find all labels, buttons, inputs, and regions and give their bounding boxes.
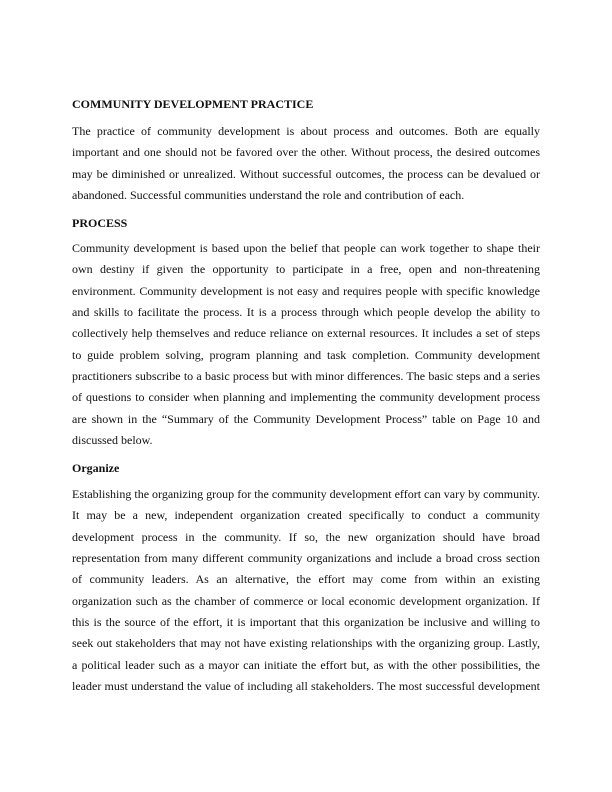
section-heading-process: PROCESS xyxy=(72,216,128,231)
document-title: COMMUNITY DEVELOPMENT PRACTICE xyxy=(72,97,314,111)
section-heading-organize: Organize xyxy=(72,461,120,476)
intro-paragraph: The practice of community development is about process and outcomes. Both are equally important and one should not be favored over the other. Without process, the desired outcomes may be diminished or unrealized. Without successful outcomes, the process can be devalued or abandoned. Successful communities understand the role and contribution of each. xyxy=(72,124,540,202)
organize-paragraph: Establishing the organizing group for the community development effort can vary by community. It may be a new, independent organization created specifically to conduct a community development process in the community. If so, the new organization should have broad representation from many different community organizations and include a broad cross section of community leaders. As an alternative, the effort may come from within an existing organization such as the chamber of commerce or local economic development organization. If this is the source of the effort, it is important that this organization be inclusive and willing to seek out stakeholders that may not have existing relationships with the organizing group. Lastly, a political leader such as a mayor can initiate the effort but, as with the other possibilities, the leader must understand the value of including all stakeholders. The most successful development xyxy=(72,487,540,693)
document-page xyxy=(72,96,540,706)
process-paragraph: Community development is based upon the belief that people can work together to shape their own destiny if given the opportunity to participate in a free, open and non-threatening environment. Community development is not easy and requires people with specific knowledge and skills to facilitate the process. It is a process through which people develop the ability to collectively help themselves and reduce reliance on external resources. It includes a set of steps to guide problem solving, program planning and task completion. Community development practitioners subscribe to a basic process but with minor differences. The basic steps and a series of questions to consider when planning and implementing the community development process are shown in the “Summary of the Community Development Process” table on Page 10 and discussed below. xyxy=(72,241,540,447)
